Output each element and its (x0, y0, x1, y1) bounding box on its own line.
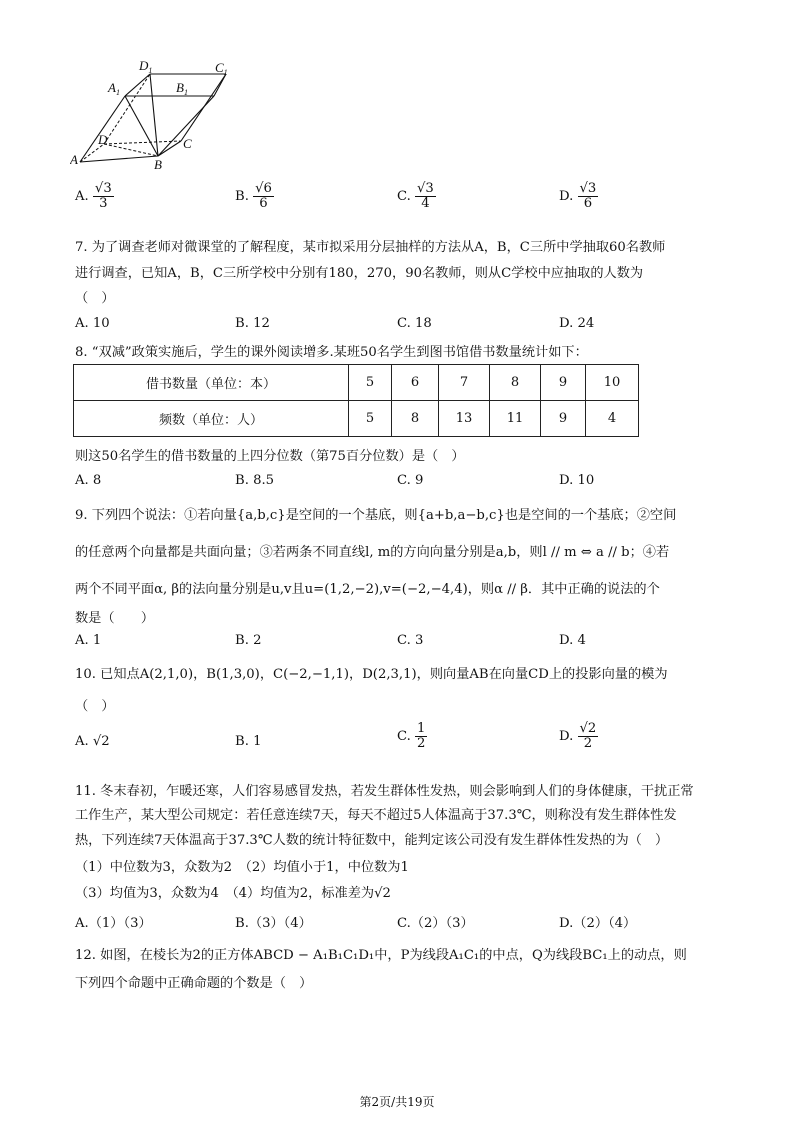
table-cell: 9 (541, 365, 586, 401)
q9-stem-line1: 9. 下列四个说法：①若向量{a,b,c}是空间的一个基底，则{a+b,a−b,c}也是空间的一个基底；②空间 (75, 508, 677, 523)
q11-option-b[interactable]: B.（3）（4） (235, 916, 312, 931)
svg-text:C1: $C_1$ (215, 60, 228, 77)
q11-condition-3-4: （3）均值为3，众数为4 （4）均值为2，标准差为√2 (75, 886, 391, 901)
table-cell: 6 (392, 365, 439, 401)
table-header-frequency: 频数（单位：人） (74, 401, 349, 437)
q6-option-a[interactable]: A. $\frac{√3}{3}$ (75, 181, 112, 211)
q10-option-d[interactable]: D. $\frac{√2}{2}$ (559, 721, 597, 751)
q11-stem-line3: 热，下列连续7天体温高于37.3℃人数的统计特征数中，能判定该公司没有发生群体性发热的为（ ） (75, 833, 669, 848)
table-cell: 8 (490, 365, 541, 401)
q10-option-a[interactable]: A. √2 (75, 734, 110, 749)
svg-text:B1: $B_1$ (176, 80, 188, 97)
q11-option-d[interactable]: D.（2）（4） (559, 916, 637, 931)
table-cell: 9 (541, 401, 586, 437)
table-cell: 13 (439, 401, 490, 437)
q8-option-a[interactable]: A. 8 (75, 473, 102, 488)
edge-a-a1 (80, 96, 125, 162)
label-c: C (183, 136, 192, 151)
q10-stem-line1: 10. 已知点A(2,1,0)，B(1,3,0)，C(−2,−1,1)，D(2,3,1)，则向量AB在向量CD上的投影向量的模为 (75, 667, 668, 682)
q8-option-d[interactable]: D. 10 (559, 473, 595, 488)
label-c1: C (215, 60, 224, 75)
label-b: B (154, 157, 162, 172)
q7-option-a[interactable]: A. 10 (75, 316, 110, 331)
q8-stem: 8. “双减”政策实施后，学生的课外阅读增多.某班50名学生到图书馆借书数量统计如下： (75, 345, 588, 360)
label-b1: B (176, 80, 184, 95)
q7-option-b[interactable]: B. 12 (235, 316, 270, 331)
q7-option-d[interactable]: D. 24 (559, 316, 595, 331)
table-cell: 7 (439, 365, 490, 401)
q6-option-b[interactable]: B. $\frac{√6}{6}$ (235, 181, 272, 211)
label-d: D (98, 132, 108, 147)
svg-text:D1: $D_1$ (139, 58, 153, 75)
table-cell: 5 (349, 365, 392, 401)
q9-option-a[interactable]: A. 1 (75, 633, 102, 648)
q9-option-c[interactable]: C. 3 (397, 633, 424, 648)
q10-option-c[interactable]: C. $\frac{1}{2}$ (397, 721, 426, 751)
q9-stem-line3: 两个不同平面α, β的法向量分别是u,v且u=(1,2,−2),v=(−2,−4,4)，则α // β．其中正确的说法的个 (75, 582, 660, 597)
book-count-table (73, 364, 639, 437)
q8-option-b[interactable]: B. 8.5 (235, 473, 275, 488)
q11-stem-line2: 工作生产，某大型公司规定：若任意连续7天，每天不超过5人体温高于37.3℃，则称没有发生群体性发 (75, 808, 677, 823)
edge-a-b (80, 156, 158, 162)
q8-after-table: 则这50名学生的借书数量的上四分位数（第75百分位数）是（ ） (75, 449, 465, 464)
q7-option-c[interactable]: C. 18 (397, 316, 432, 331)
q11-option-a[interactable]: A.（1）（3） (75, 916, 152, 931)
q11-stem-line1: 11. 冬末春初，乍暖还寒，人们容易感冒发热，若发生群体性发热，则会影响到人们的身体健康，干扰正常 (75, 784, 694, 799)
table-cell: 5 (349, 401, 392, 437)
page-number: 第2页/共19页 (359, 1095, 435, 1109)
q10-option-b[interactable]: B. 1 (235, 734, 262, 749)
q12-stem-line2: 下列四个命题中正确命题的个数是（ ） (75, 976, 313, 991)
label-a1: A (108, 80, 116, 95)
q7-answer-paren: （ ） (75, 291, 115, 306)
parallelepiped-figure (70, 58, 250, 178)
svg-text:A1: $A_1$ (108, 80, 120, 97)
table-row (74, 365, 639, 401)
q9-stem-line2: 的任意两个向量都是共面向量；③若两条不同直线l, m的方向向量分别是a,b，则l // m ⇔ a // b；④若 (75, 545, 670, 560)
q9-stem-line4: 数是（ ） (75, 611, 155, 626)
q11-condition-1-2: （1）中位数为3，众数为2 （2）均值小于1，中位数为1 (75, 860, 409, 875)
q10-answer-paren: （ ） (75, 699, 115, 714)
q9-option-b[interactable]: B. 2 (235, 633, 262, 648)
hidden-edge-d-b (104, 144, 158, 156)
q12-stem-line1: 12. 如图，在棱长为2的正方体ABCD − A₁B₁C₁D₁中，P为线段A₁C₁的中点，Q为线段BC₁上的动点，则 (75, 948, 687, 963)
label-a: A (70, 152, 78, 167)
table-row (74, 401, 639, 437)
table-cell: 8 (392, 401, 439, 437)
table-header-books: 借书数量（单位：本） (74, 365, 349, 401)
q7-stem-line1: 7. 为了调查老师对微课堂的了解程度，某市拟采用分层抽样的方法从A，B，C三所中学抽取60名教师 (75, 240, 666, 255)
q9-option-d[interactable]: D. 4 (559, 633, 586, 648)
table-cell: 4 (586, 401, 639, 437)
q8-option-c[interactable]: C. 9 (397, 473, 424, 488)
table-cell: 10 (586, 365, 639, 401)
q6-option-d[interactable]: D. $\frac{√3}{6}$ (559, 181, 597, 211)
q6-option-c[interactable]: C. $\frac{√3}{4}$ (397, 181, 434, 211)
label-d1: D (139, 58, 149, 73)
q11-option-c[interactable]: C.（2）（3） (397, 916, 474, 931)
edge-c-c1 (181, 74, 226, 141)
table-cell: 11 (490, 401, 541, 437)
q7-stem-line2: 进行调查，已知A，B，C三所学校中分别有180，270，90名教师，则从C学校中应抽取的人数为 (75, 266, 644, 281)
